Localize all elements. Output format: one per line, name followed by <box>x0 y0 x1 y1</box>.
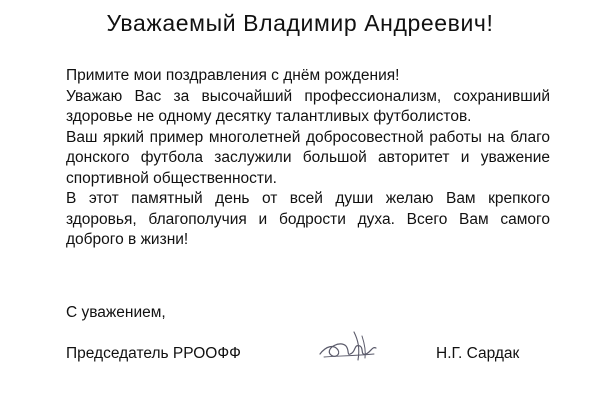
paragraph-3 <box>66 128 550 190</box>
paragraph-2-text: Уважаю Вас за высочайший профессионализм, сохранивший здоровье не одному десятку талантливых футболистов. <box>66 87 550 125</box>
paragraph-2 <box>66 87 550 128</box>
signer-name: Н.Г. Сардак <box>436 345 520 362</box>
paragraph-4-text: В этот памятный день от всей души желаю Вам крепкого здоровья, благополучия и бодрости духа. Всего Вам самого доброго в жизни! <box>66 190 550 248</box>
paragraph-3-text: Ваш яркий пример многолетней добросовестной работы на благо донского футбола заслужили большой авторитет и уважение спортивной общественности. <box>66 128 550 187</box>
letter-body <box>66 66 550 251</box>
signer-position: Председатель РРООФФ <box>66 345 241 362</box>
signature-icon <box>316 326 382 366</box>
paragraph-1-text: Примите мои поздравления с днём рождения! <box>66 67 400 84</box>
greeting: Уважаемый Владимир Андреевич! <box>106 10 494 36</box>
paragraph-4 <box>66 189 550 251</box>
paragraph-1 <box>66 66 550 87</box>
closing: С уважением, <box>66 304 166 321</box>
